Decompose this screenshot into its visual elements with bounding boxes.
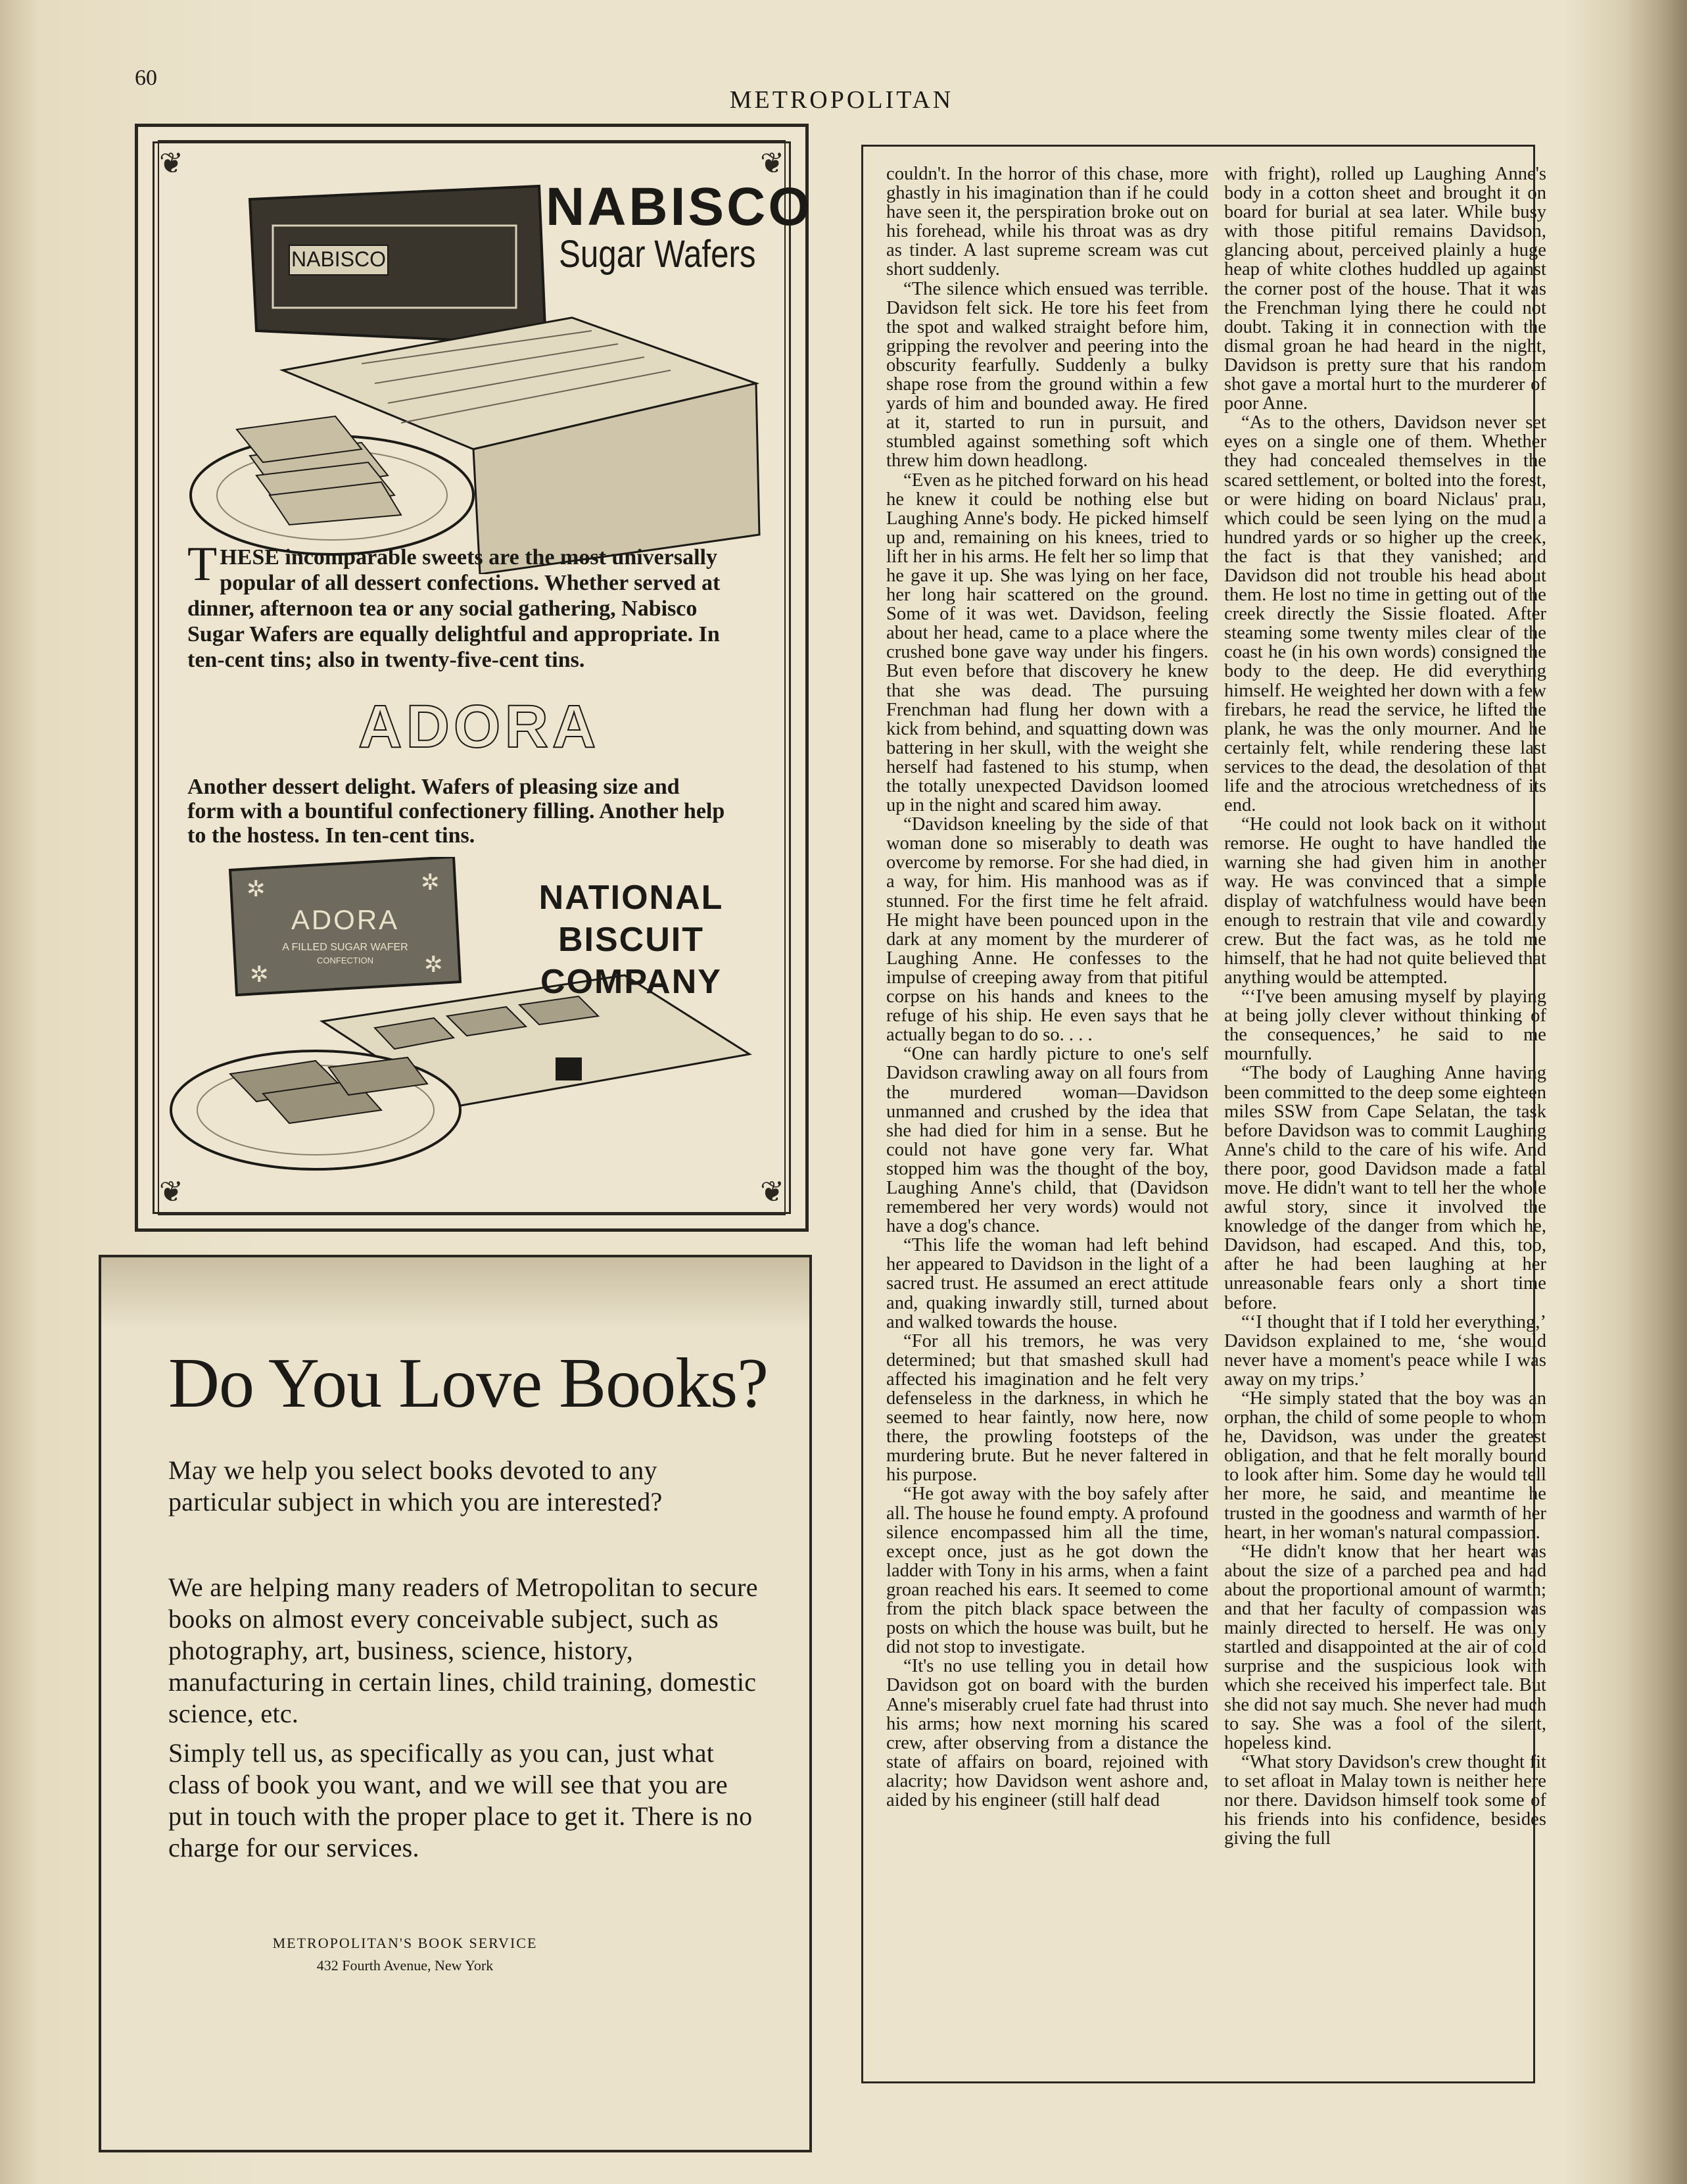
nabisco-advertisement: [135, 124, 813, 1232]
svg-text:✲: ✲: [424, 953, 443, 977]
story-paragraph: couldn't. In the horror of this chase, more ghastly in his imagination than if he could have seen it, the perspiration broke out on his forehead, while his throat was as dry as tinder. A last supreme scream was cut short suddenly.: [886, 164, 1208, 280]
dropcap: T: [187, 537, 218, 591]
adora-body: Another dessert delight. Wafers of pleasing size and form with a bountiful confectionery filling. Another help to the hostess. In ten-cent tins.: [187, 775, 725, 848]
story-paragraph: “Davidson kneeling by the side of that woman done so miserably to death was overcome by remorse. For she had died, in a way, for him. His manhood was as if stunned. For the first time he felt afraid. He might have been pounced upon in the dark at any moment by the murderer of Laughing Anne. He confesses to the impulse of creeping away from that pitiful corpse on his hands and knees to the refuge of his ship. He even says that he actually began to do so. . . .: [886, 814, 1208, 1046]
books-advertisement: [99, 1255, 812, 2152]
tin-lid-label: NABISCO: [291, 247, 387, 271]
page-number: 60: [135, 66, 157, 90]
company-line: NATIONAL: [538, 879, 724, 917]
story-paragraph: “He simply stated that the boy was an orphan, the child of some people to whom he, Davidson, was under the greatest obligation, and that he felt morally bound to look after him. Some day he would tell her more, he said, and meantime he trusted in the goodness and warmth of her heart, in her woman's natural compassion.: [1224, 1388, 1546, 1543]
nabisco-subtitle: Sugar Wafers: [559, 233, 756, 276]
books-service-address: 432 Fourth Avenue, New York: [316, 1957, 494, 1974]
story-paragraph: “‘I thought that if I told her everything,’ Davidson explained to me, ‘she would never have a moment's peace while I was away on my trips.’: [1224, 1311, 1546, 1390]
books-ad-paragraph: Simply tell us, as specifically as you can, just what class of book you want, and we will see that you are put in touch with the proper place to get it. There is no charge for our services.: [168, 1738, 753, 1862]
running-head: METROPOLITAN: [729, 86, 954, 114]
adora-tin-label: ADORA: [291, 904, 400, 935]
books-ad-paragraph: May we help you select books devoted to any particular subject in which you are interested?: [168, 1455, 663, 1517]
story-paragraph: “One can hardly picture to one's self Davidson crawling away on all fours from the murdered woman—Davidson unmanned and crushed by the idea that she had died for him in a sense. But he could not have gone very far. What stopped him was the thought of the boy, Laughing Anne's child, that (Davidson remembered her very words) would not have a dog's chance.: [886, 1044, 1208, 1237]
corner-ornament-icon: ❦: [159, 147, 183, 180]
story-paragraph: “For all his tremors, he was very determined; but that smashed skull had affected his imagination and he felt very defenseless in the darkness, in which he seemed to hear faintly, now here, now there, the prowling footsteps of the murdering brute. But he never faltered in his purpose.: [886, 1330, 1208, 1486]
story-column-2: [1224, 164, 1546, 2075]
svg-text:✲: ✲: [421, 871, 440, 895]
ad-shading: [101, 1257, 809, 1330]
story-paragraph: “What story Davidson's crew thought fit to set afloat in Malay town is neither here nor there. Davidson himself took some of his friends into his confidence, besides giving the full: [1224, 1751, 1546, 1849]
books-ad-title: Do You Love Books?: [168, 1344, 769, 1422]
adora-title: ADORA: [358, 693, 600, 760]
story-paragraph: “Even as he pitched forward on his head he knew it could be nothing else but Laughing Anne's body. He picked himself up and, remaining on his knees, tried to lift her in his arms. He felt her so limp that he gave it up. She was lying on her face, her long hair scattered on the ground. Some of it was wet. Davidson, feeling about her head, came to a place where the crushed bone gave way under his fingers. But even before that discovery he knew that she was dead. The pursuing Frenchman had flung her down with a kick from behind, and squatting down was battering in her skull, with the weight she herself had fastened to his stump, when the totally unexpected Davidson loomed up in the night and scared him away.: [886, 470, 1208, 816]
story-column-1: [886, 164, 1208, 2075]
nabisco-body-text: HESE incomparable sweets are the most universally popular of all dessert confections. Whether served at dinner, afternoon tea or any social gathering, Nabisco Sugar Wafers are equally delightful and appropriate. In ten-cent tins; also in twenty-five-cent tins.: [187, 545, 721, 672]
story-paragraph: “This life the woman had left behind her appeared to Davidson in the light of a sacred trust. He assumed an erect attitude and, quaking inwardly still, turned about and walked towards the house.: [886, 1235, 1208, 1332]
corner-ornament-icon: ❦: [159, 1176, 183, 1208]
story-paragraph: “The body of Laughing Anne having been committed to the deep some eighteen miles SSW from Cape Selatan, the task before Davidson was to commit Laughing Anne's child to the care of his wife. And there poor, good Davidson made a fatal move. He didn't want to tell her the whole awful story, since it involved the knowledge of the danger from which he, Davidson, had escaped. And this, too, after he had been laughing at her unreasonable fears only a short time before.: [1224, 1063, 1546, 1313]
story-paragraph: “‘I've been amusing myself by playing at being jolly clever without thinking of the consequences,’ he said to me mournfully.: [1224, 986, 1546, 1065]
company-line: BISCUIT: [558, 921, 704, 959]
books-ad-paragraph: We are helping many readers of Metropolitan to secure books on almost every conceivable subject, such as photography, art, business, science, history, manufacturing in certain lines, child training, domestic science, etc.: [168, 1572, 758, 1728]
adora-tin-sub: A FILLED SUGAR WAFER: [282, 942, 408, 953]
story-paragraph: “It's no use telling you in detail how Davidson got on board with the burden Anne's miserably cruel fate had thrust into his arms; how next morning his scared crew, after observing from a distance the state of affairs on board, rejoined with alacrity; how Davidson went ashore and, aided by his engineer (still half dead: [886, 1656, 1208, 1810]
company-line: COMPANY: [540, 963, 722, 1001]
story-paragraph: “He got away with the boy safely after all. The house he found empty. A profound silence encompassed him all the time, except once, just as he got down the ladder with Tony in his arms, when a faint groan reached his ears. It seemed to come from the pitch black space between the posts on which the house was built, but he did not stop to investigate.: [886, 1484, 1208, 1658]
story-paragraph: “As to the others, Davidson never set eyes on a single one of them. Whether they had concealed themselves in the scared settlement, or bolted into the forest, or were hiding on board Niclaus' prau, which could be seen lying on the mud a hundred yards or so higher up the creek, the fact is that they vanished; and Davidson did not trouble his head about them. He lost no time in getting out of the creek directly the Sissie floated. After steaming some twenty miles clear of the coast he (in his own words) consigned the body to the deep. He did everything himself. He weighted her down with a few firebars, he read the service, he lifted the plank, he was the only mourner. And he certainly felt, while rendering these last services to the dead, the desolation of that life and the atrocious wretchedness of its end.: [1224, 412, 1546, 816]
story-paragraph: with fright), rolled up Laughing Anne's body in a cotton sheet and brought it on board for burial at sea later. While busy with those pitiful remains Davidson, glancing about, perceived plainly a huge heap of white clothes huddled up against the corner post of the house. That it was the Frenchman lying there he could not doubt. Taking it in connection with the dismal groan he had heard in the night, Davidson is pretty sure that his random shot gave a mortal hurt to the murderer of poor Anne.: [1224, 164, 1546, 414]
story-paragraph: “He could not look back on it without remorse. He ought to have handled the warning she had given him in another way. He was convinced that a simple display of watchfulness would have been enough to restrain that vile and cowardly crew. But the fact was, as he told me himself, that he had not quite believed that anything would be attempted.: [1224, 814, 1546, 988]
company-name: [506, 877, 756, 1003]
svg-text:✲: ✲: [250, 963, 269, 987]
adora-tin-sub2: CONFECTION: [317, 956, 373, 965]
corner-ornament-icon: ❦: [760, 1176, 784, 1208]
svg-text:✲: ✲: [247, 877, 266, 902]
nabisco-title: NABISCO: [546, 177, 813, 237]
story-paragraph: “He didn't know that her heart was about the size of a parched pea and had about the proportional amount of warmth; and that her faculty of compassion was mainly directed to herself. He was only startled and disappointed at the air of cold surprise and the suspicious look with which she received his imperfect tale. But she did not say much. She never had much to say. She was a fool of the silent, hopeless kind.: [1224, 1541, 1546, 1753]
books-service-name: METROPOLITAN'S BOOK SERVICE: [272, 1935, 538, 1951]
corner-ornament-icon: ❦: [760, 147, 784, 180]
nabisco-body: [187, 537, 726, 673]
story-paragraph: “The silence which ensued was terrible. Davidson felt sick. He tore his feet from the spot and walked straight before him, gripping the revolver and peering into the obscurity fearfully. Suddenly a bulky shape rose from the ground within a few yards of him and bounded away. He fired at it, started to run in pursuit, and stumbled against something soft which threw him down headlong.: [886, 278, 1208, 472]
